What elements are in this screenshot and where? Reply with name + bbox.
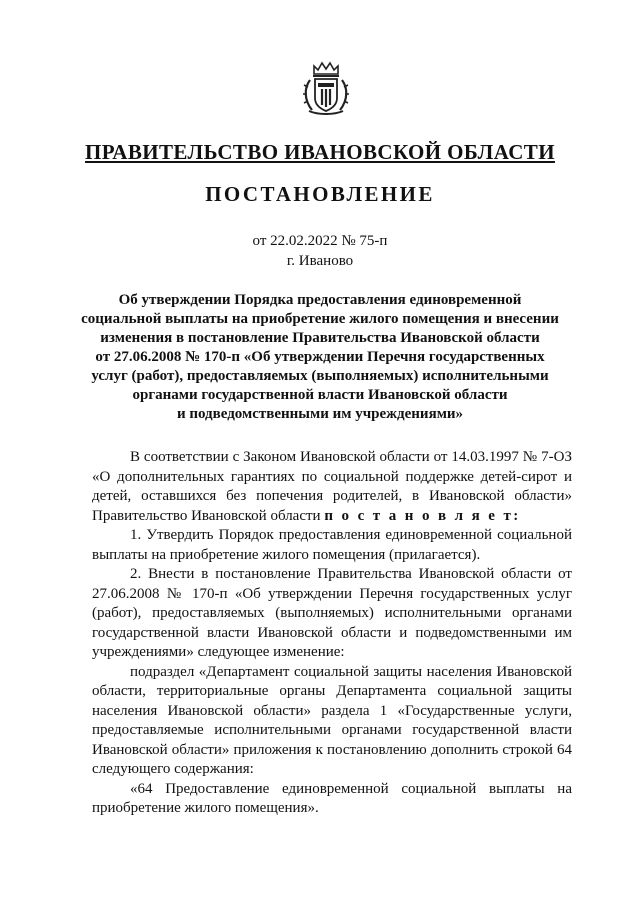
document-body	[92, 448, 572, 819]
item-2-paragraph: 2. Внести в постановление Правительства Ивановской области от 27.06.2008 № 170-п «Об утверждении Перечня государственных услуг (работ), предоставляемых (выполняемых) исполнительными органами государственной власти Ивановской области и подведомственными им учреждениями» следующее изменение:	[92, 566, 572, 660]
resolves-colon: :	[513, 507, 521, 524]
coat-of-arms-emblem-icon	[300, 60, 352, 116]
heading-line: от 27.06.2008 № 170-п «Об утверждении Перечня государственных	[95, 349, 545, 365]
heading-line: услуг (работ), предоставляемых (выполняемых) исполнительными	[91, 368, 549, 384]
heading-line: Об утверждении Порядка предоставления единовременной	[118, 292, 522, 308]
document-heading	[70, 291, 570, 424]
intro-paragraph	[92, 448, 572, 526]
row-64-paragraph: «64 Предоставление единовременной социальной выплаты на приобретение жилого помещения».	[92, 780, 572, 816]
item-1-paragraph: 1. Утвердить Порядок предоставления единовременной социальной выплаты на приобретение жилого помещения (прилагается).	[92, 527, 572, 563]
resolves-word: п о с т а н о в л я е т	[324, 507, 514, 524]
heading-line: изменения в постановление Правительства Ивановской области	[100, 330, 540, 346]
intro-text: В соответствии с Законом Ивановской области от 14.03.1997 № 7-ОЗ «О дополнительных гарантиях по социальной поддержке детей-сирот и детей, оставшихся без попечения родителей, в Ивановской области» Правительство Ивановской области	[92, 449, 572, 524]
heading-line: органами государственной власти Ивановской области	[132, 387, 508, 403]
subsection-paragraph: подраздел «Департамент социальной защиты населения Ивановской области, территориальные органы Департамента социальной защиты населения Ивановской области» раздела 1 «Государственные услуги, предоставляемые исполнительными органами государственной власти Ивановской области» приложения к постановлению дополнить строкой 64 следующего содержания:	[92, 663, 572, 777]
document-city: г. Иваново	[286, 253, 354, 269]
document-type-title: ПОСТАНОВЛЕНИЕ	[205, 182, 435, 206]
document-date-number: от 22.02.2022 № 75-п	[252, 233, 388, 249]
organization-title: ПРАВИТЕЛЬСТВО ИВАНОВСКОЙ ОБЛАСТИ	[85, 140, 555, 164]
heading-line: социальной выплаты на приобретение жилого помещения и внесении	[81, 311, 559, 327]
heading-line: и подведомственными им учреждениями»	[176, 406, 464, 422]
